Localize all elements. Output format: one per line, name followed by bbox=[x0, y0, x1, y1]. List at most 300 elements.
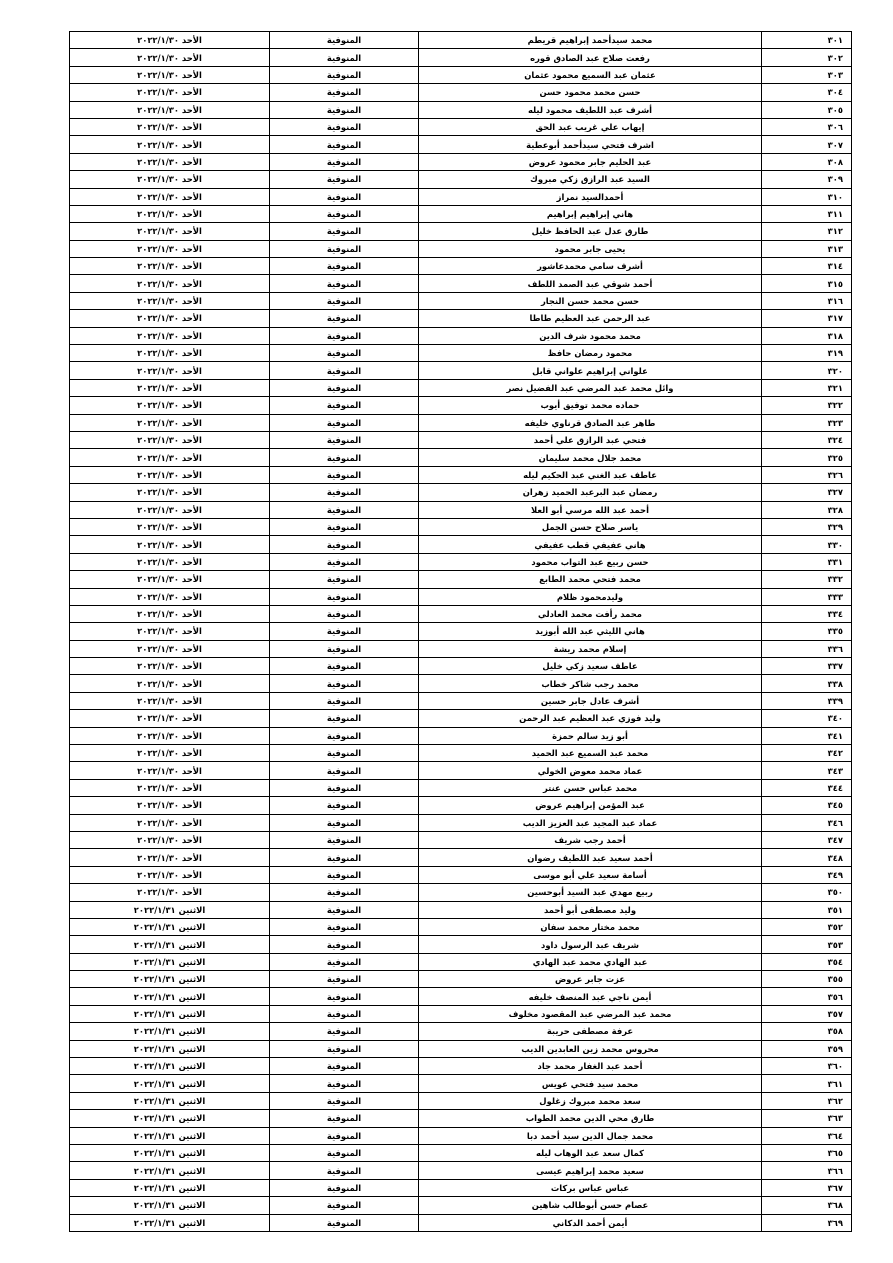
name-cell: عبد المؤمن إبراهيم عروض bbox=[419, 797, 762, 814]
governorate-cell: المنوفية bbox=[270, 884, 419, 901]
governorate-cell: المنوفية bbox=[270, 588, 419, 605]
table-row bbox=[70, 66, 852, 83]
governorate-cell: المنوفية bbox=[270, 658, 419, 675]
date-cell: الاثنين ٢٠٢٢/١/٣١ bbox=[70, 1127, 270, 1144]
date-cell: الأحد ٢٠٢٢/١/٣٠ bbox=[70, 32, 270, 49]
name-cell: طاهر عبد الصادق قرناوي خليفه bbox=[419, 414, 762, 431]
row-number-cell: ٣٣٠ bbox=[762, 536, 852, 553]
name-cell: حسن ربيع عبد التواب محمود bbox=[419, 553, 762, 570]
row-number-cell: ٣٣١ bbox=[762, 553, 852, 570]
date-cell: الأحد ٢٠٢٢/١/٣٠ bbox=[70, 258, 270, 275]
row-number-cell: ٣٥٥ bbox=[762, 971, 852, 988]
table-row bbox=[70, 49, 852, 66]
governorate-cell: المنوفية bbox=[270, 431, 419, 448]
table-row bbox=[70, 658, 852, 675]
table-row bbox=[70, 136, 852, 153]
table-row bbox=[70, 362, 852, 379]
name-cell: أبو زيد سالم حمزة bbox=[419, 727, 762, 744]
table-row bbox=[70, 223, 852, 240]
governorate-cell: المنوفية bbox=[270, 362, 419, 379]
row-number-cell: ٣١٦ bbox=[762, 292, 852, 309]
table-row bbox=[70, 32, 852, 49]
row-number-cell: ٣٢٨ bbox=[762, 501, 852, 518]
date-cell: الأحد ٢٠٢٢/١/٣٠ bbox=[70, 762, 270, 779]
date-cell: الاثنين ٢٠٢٢/١/٣١ bbox=[70, 1145, 270, 1162]
name-cell: طارق محي الدين محمد الطواب bbox=[419, 1110, 762, 1127]
name-cell: هاني الليثي عبد الله أبوزيد bbox=[419, 623, 762, 640]
table-row bbox=[70, 188, 852, 205]
name-cell: أشرف سامي محمدعاشور bbox=[419, 258, 762, 275]
name-cell: عبد الرحمن عبد العظيم طاطا bbox=[419, 310, 762, 327]
date-cell: الأحد ٢٠٢٢/١/٣٠ bbox=[70, 310, 270, 327]
table-row bbox=[70, 762, 852, 779]
name-cell: أحمد سعيد عبد اللطيف رضوان bbox=[419, 849, 762, 866]
row-number-cell: ٣٦١ bbox=[762, 1075, 852, 1092]
row-number-cell: ٣٣٨ bbox=[762, 675, 852, 692]
governorate-cell: المنوفية bbox=[270, 171, 419, 188]
table-row bbox=[70, 936, 852, 953]
table-row bbox=[70, 605, 852, 622]
date-cell: الأحد ٢٠٢٢/١/٣٠ bbox=[70, 414, 270, 431]
date-cell: الاثنين ٢٠٢٢/١/٣١ bbox=[70, 1179, 270, 1196]
name-cell: هاني عفيفي قطب عفيفي bbox=[419, 536, 762, 553]
name-cell: أحمدالسيد نمراز bbox=[419, 188, 762, 205]
date-cell: الاثنين ٢٠٢٢/١/٣١ bbox=[70, 1162, 270, 1179]
date-cell: الأحد ٢٠٢٢/١/٣٠ bbox=[70, 362, 270, 379]
table-row bbox=[70, 710, 852, 727]
date-cell: الأحد ٢٠٢٢/١/٣٠ bbox=[70, 136, 270, 153]
table-row bbox=[70, 310, 852, 327]
row-number-cell: ٣٣٩ bbox=[762, 692, 852, 709]
name-cell: وليد مصطفى أبو أحمد bbox=[419, 901, 762, 918]
date-cell: الأحد ٢٠٢٢/١/٣٠ bbox=[70, 518, 270, 535]
table-row bbox=[70, 1110, 852, 1127]
row-number-cell: ٣٤٣ bbox=[762, 762, 852, 779]
date-cell: الأحد ٢٠٢٢/١/٣٠ bbox=[70, 84, 270, 101]
row-number-cell: ٣٥٧ bbox=[762, 1005, 852, 1022]
governorate-cell: المنوفية bbox=[270, 762, 419, 779]
governorate-cell: المنوفية bbox=[270, 710, 419, 727]
name-cell: إيهاب علي غريب عبد الحق bbox=[419, 118, 762, 135]
table-row bbox=[70, 692, 852, 709]
name-cell: عبد الحليم جابر محمود عروض bbox=[419, 153, 762, 170]
table-row bbox=[70, 901, 852, 918]
date-cell: الأحد ٢٠٢٢/١/٣٠ bbox=[70, 605, 270, 622]
date-cell: الأحد ٢٠٢٢/١/٣٠ bbox=[70, 449, 270, 466]
table-row bbox=[70, 240, 852, 257]
name-cell: أشرف عادل جابر حسين bbox=[419, 692, 762, 709]
table-row bbox=[70, 327, 852, 344]
name-cell: عاطف سعيد زكي خليل bbox=[419, 658, 762, 675]
table-row bbox=[70, 779, 852, 796]
table-row bbox=[70, 466, 852, 483]
row-number-cell: ٣٦٥ bbox=[762, 1145, 852, 1162]
row-number-cell: ٣٢٩ bbox=[762, 518, 852, 535]
participants-table bbox=[69, 31, 852, 1232]
date-cell: الاثنين ٢٠٢٢/١/٣١ bbox=[70, 953, 270, 970]
row-number-cell: ٣٤٤ bbox=[762, 779, 852, 796]
row-number-cell: ٣٢٣ bbox=[762, 414, 852, 431]
row-number-cell: ٣٠٦ bbox=[762, 118, 852, 135]
governorate-cell: المنوفية bbox=[270, 553, 419, 570]
row-number-cell: ٣٤٨ bbox=[762, 849, 852, 866]
row-number-cell: ٣٦٣ bbox=[762, 1110, 852, 1127]
table-row bbox=[70, 205, 852, 222]
date-cell: الأحد ٢٠٢٢/١/٣٠ bbox=[70, 849, 270, 866]
row-number-cell: ٣٢٦ bbox=[762, 466, 852, 483]
name-cell: محمد جمال الدين سيد أحمد دبا bbox=[419, 1127, 762, 1144]
name-cell: محمد عبد المرضي عبد المقصود مخلوف bbox=[419, 1005, 762, 1022]
table-row bbox=[70, 275, 852, 292]
row-number-cell: ٣٢٤ bbox=[762, 431, 852, 448]
row-number-cell: ٣٠٢ bbox=[762, 49, 852, 66]
governorate-cell: المنوفية bbox=[270, 292, 419, 309]
table-row bbox=[70, 1127, 852, 1144]
governorate-cell: المنوفية bbox=[270, 188, 419, 205]
name-cell: عزت جابر عروض bbox=[419, 971, 762, 988]
table-row bbox=[70, 536, 852, 553]
row-number-cell: ٣٥٠ bbox=[762, 884, 852, 901]
date-cell: الاثنين ٢٠٢٢/١/٣١ bbox=[70, 901, 270, 918]
name-cell: حماده محمد توفيق أيوب bbox=[419, 397, 762, 414]
governorate-cell: المنوفية bbox=[270, 918, 419, 935]
governorate-cell: المنوفية bbox=[270, 745, 419, 762]
table-row bbox=[70, 484, 852, 501]
name-cell: أحمد شوقي عبد الصمد اللطف bbox=[419, 275, 762, 292]
governorate-cell: المنوفية bbox=[270, 449, 419, 466]
table-row bbox=[70, 884, 852, 901]
name-cell: علواني إبراهيم علواني قابل bbox=[419, 362, 762, 379]
name-cell: حسن محمد محمود حسن bbox=[419, 84, 762, 101]
row-number-cell: ٣٣٧ bbox=[762, 658, 852, 675]
name-cell: عماد عبد المجيد عبد العزيز الديب bbox=[419, 814, 762, 831]
name-cell: ربيع مهدي عبد السيد أبوحسين bbox=[419, 884, 762, 901]
date-cell: الاثنين ٢٠٢٢/١/٣١ bbox=[70, 1058, 270, 1075]
table-row bbox=[70, 1023, 852, 1040]
governorate-cell: المنوفية bbox=[270, 118, 419, 135]
table-row bbox=[70, 553, 852, 570]
governorate-cell: المنوفية bbox=[270, 605, 419, 622]
date-cell: الاثنين ٢٠٢٢/١/٣١ bbox=[70, 1092, 270, 1109]
governorate-cell: المنوفية bbox=[270, 484, 419, 501]
date-cell: الأحد ٢٠٢٢/١/٣٠ bbox=[70, 675, 270, 692]
table-row bbox=[70, 797, 852, 814]
date-cell: الأحد ٢٠٢٢/١/٣٠ bbox=[70, 571, 270, 588]
table-row bbox=[70, 1092, 852, 1109]
table-row bbox=[70, 171, 852, 188]
date-cell: الأحد ٢٠٢٢/١/٣٠ bbox=[70, 779, 270, 796]
name-cell: كمال سعد عبد الوهاب ليله bbox=[419, 1145, 762, 1162]
name-cell: محمد رجب شاكر خطاب bbox=[419, 675, 762, 692]
date-cell: الأحد ٢٠٢٢/١/٣٠ bbox=[70, 623, 270, 640]
row-number-cell: ٣٦٨ bbox=[762, 1197, 852, 1214]
governorate-cell: المنوفية bbox=[270, 153, 419, 170]
governorate-cell: المنوفية bbox=[270, 971, 419, 988]
date-cell: الأحد ٢٠٢٢/١/٣٠ bbox=[70, 188, 270, 205]
governorate-cell: المنوفية bbox=[270, 727, 419, 744]
row-number-cell: ٣٢١ bbox=[762, 379, 852, 396]
date-cell: الاثنين ٢٠٢٢/١/٣١ bbox=[70, 988, 270, 1005]
table-row bbox=[70, 397, 852, 414]
table-row bbox=[70, 849, 852, 866]
governorate-cell: المنوفية bbox=[270, 1127, 419, 1144]
governorate-cell: المنوفية bbox=[270, 345, 419, 362]
name-cell: أيمن ناجي عبد المنصف خليفه bbox=[419, 988, 762, 1005]
table-row bbox=[70, 379, 852, 396]
date-cell: الاثنين ٢٠٢٢/١/٣١ bbox=[70, 936, 270, 953]
governorate-cell: المنوفية bbox=[270, 414, 419, 431]
table-row bbox=[70, 623, 852, 640]
name-cell: محروس محمد زين العابدين الديب bbox=[419, 1040, 762, 1057]
governorate-cell: المنوفية bbox=[270, 327, 419, 344]
governorate-cell: المنوفية bbox=[270, 275, 419, 292]
name-cell: رفعت صلاح عبد الصادق قوره bbox=[419, 49, 762, 66]
row-number-cell: ٣٣٦ bbox=[762, 640, 852, 657]
row-number-cell: ٣١٧ bbox=[762, 310, 852, 327]
table-row bbox=[70, 1179, 852, 1196]
table-row bbox=[70, 1145, 852, 1162]
name-cell: محمد سيد فتحي عويس bbox=[419, 1075, 762, 1092]
table-row bbox=[70, 292, 852, 309]
row-number-cell: ٣٦٧ bbox=[762, 1179, 852, 1196]
governorate-cell: المنوفية bbox=[270, 466, 419, 483]
governorate-cell: المنوفية bbox=[270, 66, 419, 83]
governorate-cell: المنوفية bbox=[270, 988, 419, 1005]
table-row bbox=[70, 918, 852, 935]
governorate-cell: المنوفية bbox=[270, 258, 419, 275]
row-number-cell: ٣٤١ bbox=[762, 727, 852, 744]
row-number-cell: ٣٣٥ bbox=[762, 623, 852, 640]
row-number-cell: ٣٥٩ bbox=[762, 1040, 852, 1057]
row-number-cell: ٣٤٥ bbox=[762, 797, 852, 814]
name-cell: السيد عبد الرازق زكي مبروك bbox=[419, 171, 762, 188]
date-cell: الأحد ٢٠٢٢/١/٣٠ bbox=[70, 831, 270, 848]
row-number-cell: ٣٣٣ bbox=[762, 588, 852, 605]
name-cell: سعيد محمد إبراهيم عيسى bbox=[419, 1162, 762, 1179]
governorate-cell: المنوفية bbox=[270, 1058, 419, 1075]
governorate-cell: المنوفية bbox=[270, 1197, 419, 1214]
row-number-cell: ٣٦٢ bbox=[762, 1092, 852, 1109]
row-number-cell: ٣١٩ bbox=[762, 345, 852, 362]
date-cell: الاثنين ٢٠٢٢/١/٣١ bbox=[70, 1005, 270, 1022]
table-row bbox=[70, 101, 852, 118]
governorate-cell: المنوفية bbox=[270, 49, 419, 66]
date-cell: الاثنين ٢٠٢٢/١/٣١ bbox=[70, 1214, 270, 1231]
governorate-cell: المنوفية bbox=[270, 205, 419, 222]
date-cell: الأحد ٢٠٢٢/١/٣٠ bbox=[70, 101, 270, 118]
date-cell: الأحد ٢٠٢٢/١/٣٠ bbox=[70, 327, 270, 344]
name-cell: رمضان عبد البرعبد الحميد زهران bbox=[419, 484, 762, 501]
name-cell: محمد مختار محمد سفان bbox=[419, 918, 762, 935]
date-cell: الاثنين ٢٠٢٢/١/٣١ bbox=[70, 1110, 270, 1127]
governorate-cell: المنوفية bbox=[270, 640, 419, 657]
governorate-cell: المنوفية bbox=[270, 849, 419, 866]
date-cell: الأحد ٢٠٢٢/١/٣٠ bbox=[70, 466, 270, 483]
row-number-cell: ٣٥٦ bbox=[762, 988, 852, 1005]
date-cell: الأحد ٢٠٢٢/١/٣٠ bbox=[70, 553, 270, 570]
name-cell: محمد محمود شرف الدين bbox=[419, 327, 762, 344]
name-cell: فتحي عبد الرازق علي أحمد bbox=[419, 431, 762, 448]
name-cell: عباس عباس بركات bbox=[419, 1179, 762, 1196]
row-number-cell: ٣٢٢ bbox=[762, 397, 852, 414]
row-number-cell: ٣٤٠ bbox=[762, 710, 852, 727]
row-number-cell: ٣٢٠ bbox=[762, 362, 852, 379]
name-cell: وليد فوزي عبد العظيم عبد الرحمن bbox=[419, 710, 762, 727]
governorate-cell: المنوفية bbox=[270, 1179, 419, 1196]
governorate-cell: المنوفية bbox=[270, 831, 419, 848]
date-cell: الأحد ٢٠٢٢/١/٣٠ bbox=[70, 884, 270, 901]
table-row bbox=[70, 971, 852, 988]
governorate-cell: المنوفية bbox=[270, 571, 419, 588]
governorate-cell: المنوفية bbox=[270, 1040, 419, 1057]
row-number-cell: ٣٠٩ bbox=[762, 171, 852, 188]
date-cell: الأحد ٢٠٢٢/١/٣٠ bbox=[70, 205, 270, 222]
governorate-cell: المنوفية bbox=[270, 101, 419, 118]
governorate-cell: المنوفية bbox=[270, 1092, 419, 1109]
row-number-cell: ٣٣٤ bbox=[762, 605, 852, 622]
governorate-cell: المنوفية bbox=[270, 84, 419, 101]
date-cell: الأحد ٢٠٢٢/١/٣٠ bbox=[70, 292, 270, 309]
governorate-cell: المنوفية bbox=[270, 901, 419, 918]
row-number-cell: ٣٠٤ bbox=[762, 84, 852, 101]
table-row bbox=[70, 953, 852, 970]
table-row bbox=[70, 84, 852, 101]
governorate-cell: المنوفية bbox=[270, 866, 419, 883]
governorate-cell: المنوفية bbox=[270, 797, 419, 814]
row-number-cell: ٣٠٥ bbox=[762, 101, 852, 118]
table-row bbox=[70, 866, 852, 883]
governorate-cell: المنوفية bbox=[270, 1110, 419, 1127]
row-number-cell: ٣٠٨ bbox=[762, 153, 852, 170]
row-number-cell: ٣١٠ bbox=[762, 188, 852, 205]
table-row bbox=[70, 1040, 852, 1057]
governorate-cell: المنوفية bbox=[270, 1214, 419, 1231]
table-row bbox=[70, 745, 852, 762]
row-number-cell: ٣٠٧ bbox=[762, 136, 852, 153]
row-number-cell: ٣١٨ bbox=[762, 327, 852, 344]
governorate-cell: المنوفية bbox=[270, 1075, 419, 1092]
governorate-cell: المنوفية bbox=[270, 1162, 419, 1179]
name-cell: محمد سيدأحمد إبراهيم قريطم bbox=[419, 32, 762, 49]
table-row bbox=[70, 258, 852, 275]
governorate-cell: المنوفية bbox=[270, 136, 419, 153]
date-cell: الاثنين ٢٠٢٢/١/٣١ bbox=[70, 1075, 270, 1092]
name-cell: أحمد عبد الله مرسي أبو العلا bbox=[419, 501, 762, 518]
name-cell: أسامة سعيد علي أبو موسى bbox=[419, 866, 762, 883]
name-cell: محمد عبد السميع عبد الحميد bbox=[419, 745, 762, 762]
governorate-cell: المنوفية bbox=[270, 240, 419, 257]
table-row bbox=[70, 640, 852, 657]
row-number-cell: ٣١٣ bbox=[762, 240, 852, 257]
name-cell: طارق عدل عبد الحافظ خليل bbox=[419, 223, 762, 240]
row-number-cell: ٣١١ bbox=[762, 205, 852, 222]
governorate-cell: المنوفية bbox=[270, 1023, 419, 1040]
name-cell: محمد جلال محمد سليمان bbox=[419, 449, 762, 466]
table-row bbox=[70, 988, 852, 1005]
date-cell: الأحد ٢٠٢٢/١/٣٠ bbox=[70, 153, 270, 170]
governorate-cell: المنوفية bbox=[270, 953, 419, 970]
row-number-cell: ٣٥٤ bbox=[762, 953, 852, 970]
name-cell: عثمان عبد السميع محمود عثمان bbox=[419, 66, 762, 83]
name-cell: أحمد رجب شريف bbox=[419, 831, 762, 848]
participants-table-body bbox=[70, 32, 852, 1232]
table-row bbox=[70, 501, 852, 518]
date-cell: الأحد ٢٠٢٢/١/٣٠ bbox=[70, 692, 270, 709]
name-cell: شريف عبد الرسول داود bbox=[419, 936, 762, 953]
name-cell: هاني إبراهيم إبراهيم bbox=[419, 205, 762, 222]
date-cell: الأحد ٢٠٢٢/١/٣٠ bbox=[70, 345, 270, 362]
governorate-cell: المنوفية bbox=[270, 692, 419, 709]
date-cell: الأحد ٢٠٢٢/١/٣٠ bbox=[70, 484, 270, 501]
row-number-cell: ٣١٤ bbox=[762, 258, 852, 275]
governorate-cell: المنوفية bbox=[270, 397, 419, 414]
governorate-cell: المنوفية bbox=[270, 536, 419, 553]
name-cell: عصام حسن أبوطالب شاهين bbox=[419, 1197, 762, 1214]
name-cell: محمد رأفت محمد العادلي bbox=[419, 605, 762, 622]
table-row bbox=[70, 571, 852, 588]
name-cell: أيمن أحمد الدكاني bbox=[419, 1214, 762, 1231]
row-number-cell: ٣٥١ bbox=[762, 901, 852, 918]
date-cell: الأحد ٢٠٢٢/١/٣٠ bbox=[70, 171, 270, 188]
table-row bbox=[70, 414, 852, 431]
name-cell: محمد عباس حسن عنتر bbox=[419, 779, 762, 796]
date-cell: الاثنين ٢٠٢٢/١/٣١ bbox=[70, 1040, 270, 1057]
date-cell: الأحد ٢٠٢٢/١/٣٠ bbox=[70, 710, 270, 727]
table-row bbox=[70, 518, 852, 535]
name-cell: اشرف فتحي سيدأحمد أبوعطية bbox=[419, 136, 762, 153]
row-number-cell: ٣٠١ bbox=[762, 32, 852, 49]
row-number-cell: ٣٥٢ bbox=[762, 918, 852, 935]
table-row bbox=[70, 1197, 852, 1214]
name-cell: محمد فتحي محمد الطابع bbox=[419, 571, 762, 588]
date-cell: الاثنين ٢٠٢٢/١/٣١ bbox=[70, 1197, 270, 1214]
name-cell: إسلام محمد ريشة bbox=[419, 640, 762, 657]
governorate-cell: المنوفية bbox=[270, 310, 419, 327]
table-row bbox=[70, 588, 852, 605]
name-cell: أحمد عبد الغفار محمد جاد bbox=[419, 1058, 762, 1075]
governorate-cell: المنوفية bbox=[270, 379, 419, 396]
date-cell: الاثنين ٢٠٢٢/١/٣١ bbox=[70, 918, 270, 935]
name-cell: يحيى جابر محمود bbox=[419, 240, 762, 257]
date-cell: الأحد ٢٠٢٢/١/٣٠ bbox=[70, 118, 270, 135]
name-cell: عاطف عبد الغني عبد الحكيم ليله bbox=[419, 466, 762, 483]
row-number-cell: ٣٤٩ bbox=[762, 866, 852, 883]
row-number-cell: ٣١٥ bbox=[762, 275, 852, 292]
table-row bbox=[70, 1058, 852, 1075]
row-number-cell: ٣٦٦ bbox=[762, 1162, 852, 1179]
row-number-cell: ٣٦٤ bbox=[762, 1127, 852, 1144]
table-row bbox=[70, 814, 852, 831]
row-number-cell: ٣٥٨ bbox=[762, 1023, 852, 1040]
row-number-cell: ٣٦٠ bbox=[762, 1058, 852, 1075]
name-cell: أشرف عبد اللطيف محمود ليله bbox=[419, 101, 762, 118]
date-cell: الأحد ٢٠٢٢/١/٣٠ bbox=[70, 866, 270, 883]
name-cell: عماد محمد معوض الخولي bbox=[419, 762, 762, 779]
table-row bbox=[70, 831, 852, 848]
table-row bbox=[70, 153, 852, 170]
governorate-cell: المنوفية bbox=[270, 32, 419, 49]
row-number-cell: ٣٥٣ bbox=[762, 936, 852, 953]
row-number-cell: ٣٢٧ bbox=[762, 484, 852, 501]
table-row bbox=[70, 118, 852, 135]
governorate-cell: المنوفية bbox=[270, 936, 419, 953]
date-cell: الأحد ٢٠٢٢/١/٣٠ bbox=[70, 658, 270, 675]
row-number-cell: ٣٤٢ bbox=[762, 745, 852, 762]
row-number-cell: ٣٣٢ bbox=[762, 571, 852, 588]
date-cell: الأحد ٢٠٢٢/١/٣٠ bbox=[70, 49, 270, 66]
date-cell: الأحد ٢٠٢٢/١/٣٠ bbox=[70, 727, 270, 744]
date-cell: الأحد ٢٠٢٢/١/٣٠ bbox=[70, 397, 270, 414]
